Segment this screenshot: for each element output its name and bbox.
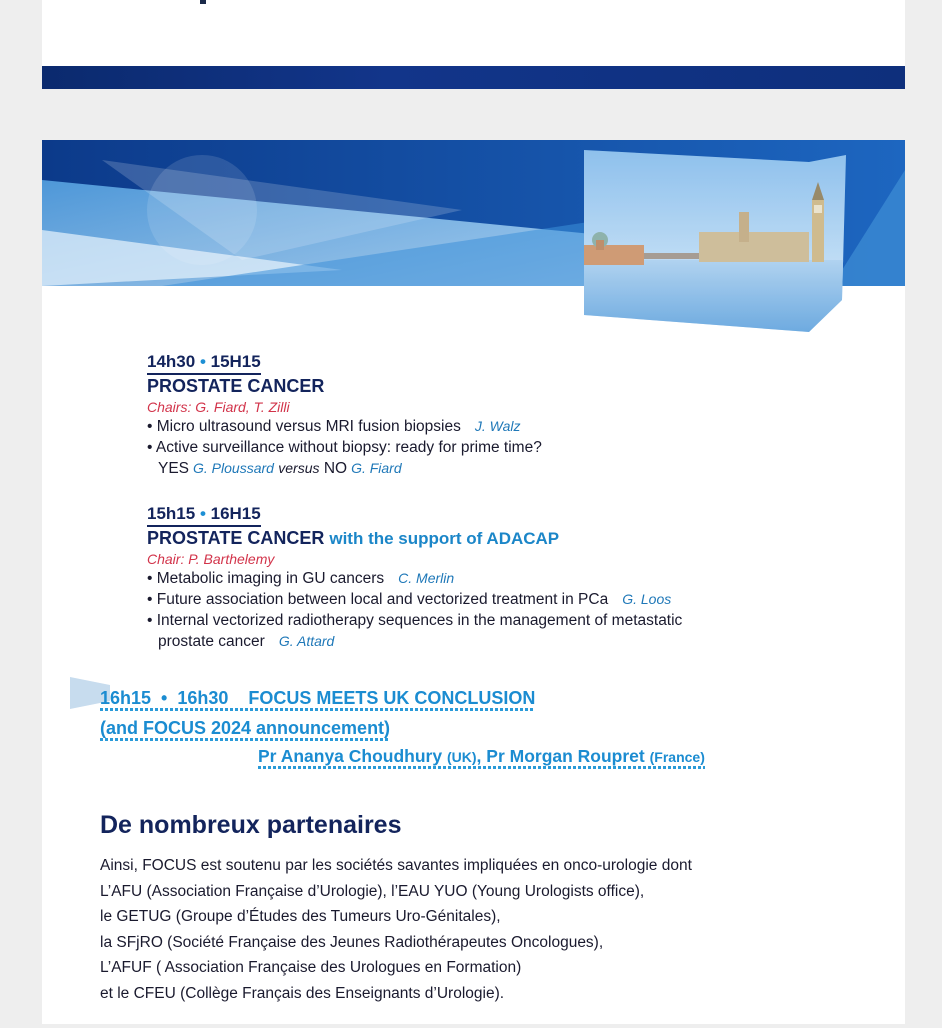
debate-yes-speaker: G. Ploussard bbox=[193, 460, 274, 476]
time-start: 14h30 bbox=[147, 352, 196, 371]
partners-line: la SFjRO (Société Française des Jeunes Radiothérapeutes Oncologues), bbox=[100, 933, 604, 951]
time-end: 15H15 bbox=[210, 352, 261, 371]
focus-speakers bbox=[258, 746, 705, 767]
session-time bbox=[147, 352, 261, 375]
talk-item bbox=[147, 611, 682, 630]
partners-heading: De nombreux partenaires bbox=[100, 811, 402, 839]
talk-title: • Metabolic imaging in GU cancers bbox=[147, 570, 385, 587]
talk-item-continuation bbox=[147, 632, 682, 651]
speaker-country: (UK) bbox=[446, 749, 477, 765]
debate-no: NO bbox=[323, 460, 348, 477]
partners-line: le GETUG (Groupe d’Études des Tumeurs Uro-Génitales), bbox=[100, 908, 501, 925]
speaker-separator: , bbox=[476, 746, 482, 766]
talk-item bbox=[147, 438, 542, 457]
debate-no-speaker: G. Fiard bbox=[351, 460, 402, 476]
talk-speaker: C. Merlin bbox=[398, 570, 455, 586]
talk-speaker: G. Attard bbox=[278, 633, 335, 649]
toulouse-london-photo bbox=[584, 150, 848, 332]
session-chairs: Chairs: G. Fiard, T. Zilli bbox=[147, 399, 290, 415]
partners-line: Ainsi, FOCUS est soutenu par les sociétés savantes impliquées en onco-urologie dont bbox=[100, 857, 692, 874]
time-end: 16H15 bbox=[210, 504, 261, 523]
partners-line: L’AFUF ( Association Française des Urologues en Formation) bbox=[100, 959, 522, 976]
talk-title: • Internal vectorized radiotherapy sequences in the management of metastatic bbox=[147, 612, 683, 629]
talk-item bbox=[147, 569, 682, 588]
focus-title: 16h15 • 16h30 FOCUS MEETS UK CONCLUSION bbox=[100, 688, 535, 711]
talk-speaker: G. Loos bbox=[622, 591, 672, 607]
debate-line bbox=[147, 459, 542, 478]
talk-title: • Micro ultrasound versus MRI fusion biopsies bbox=[147, 418, 461, 435]
talk-title: prostate cancer bbox=[158, 633, 265, 650]
session-block bbox=[147, 352, 542, 478]
speaker-country: (France) bbox=[649, 749, 705, 765]
session-time bbox=[147, 504, 261, 527]
partners-line: L’AFU (Association Française d’Urologie), l’EAU YUO (Young Urologists office), bbox=[100, 882, 645, 900]
debate-versus: versus bbox=[278, 460, 320, 476]
speaker-name: Pr Ananya Choudhury bbox=[258, 746, 443, 766]
previous-card-text-fragment bbox=[200, 0, 206, 4]
previous-card bbox=[42, 0, 905, 66]
partners-line: et le CFEU (Collège Français des Enseignants d’Urologie). bbox=[100, 984, 505, 1002]
focus-conclusion bbox=[100, 683, 535, 743]
speaker-name: Pr Morgan Roupret bbox=[486, 746, 645, 766]
session-title: PROSTATE CANCER bbox=[147, 376, 325, 396]
section-divider-bar bbox=[42, 66, 905, 89]
talk-item bbox=[147, 417, 542, 436]
talk-title: • Future association between local and vectorized treatment in PCa bbox=[147, 591, 609, 608]
session-support: with the support of ADACAP bbox=[329, 529, 560, 548]
session-title bbox=[147, 528, 682, 549]
debate-yes: YES bbox=[158, 460, 190, 477]
partners-paragraph bbox=[100, 853, 860, 1006]
talk-item bbox=[147, 590, 682, 609]
talk-title: • Active surveillance without biopsy: ready for prime time? bbox=[147, 439, 542, 456]
next-heading-cut-off bbox=[100, 1014, 340, 1028]
focus-subtitle: (and FOCUS 2024 announcement) bbox=[100, 718, 390, 741]
session-title-text: PROSTATE CANCER bbox=[147, 528, 325, 548]
talk-speaker: J. Walz bbox=[474, 418, 521, 434]
time-separator: • bbox=[199, 504, 206, 523]
time-separator: • bbox=[199, 352, 206, 371]
session-chairs: Chair: P. Barthelemy bbox=[147, 551, 275, 567]
time-start: 15h15 bbox=[147, 504, 196, 523]
session-block bbox=[147, 504, 682, 651]
